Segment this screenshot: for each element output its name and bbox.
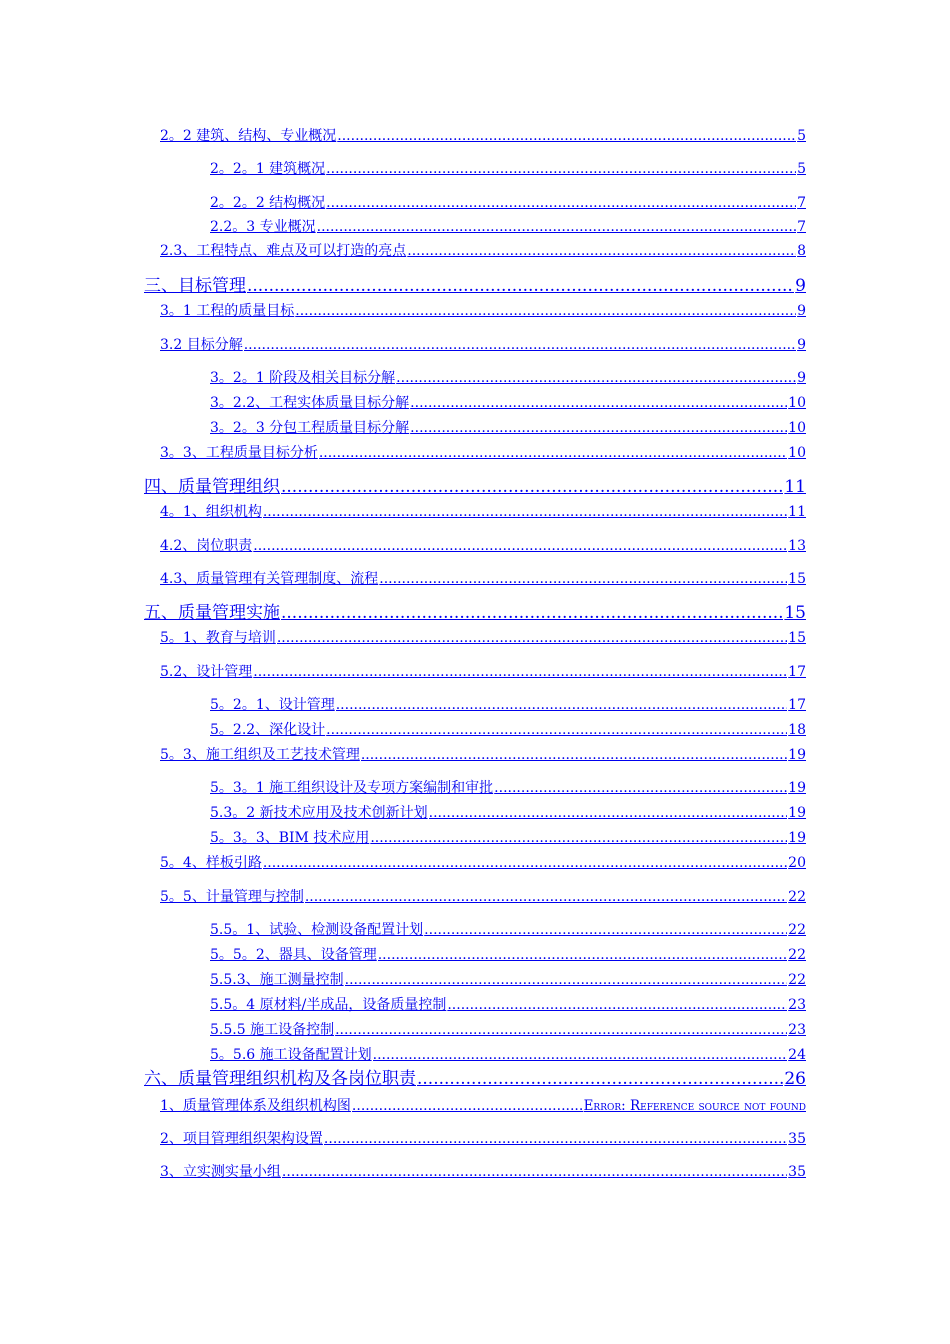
- toc-dot-leader: [410, 395, 787, 411]
- toc-dot-leader: [326, 161, 796, 177]
- toc-entry[interactable]: [210, 395, 806, 411]
- toc-entry-title: 1、质量管理体系及组织机构图: [160, 1098, 351, 1114]
- toc-entry[interactable]: [210, 972, 806, 988]
- toc-entry-title: 3.2 目标分解: [160, 337, 243, 353]
- toc-entry-title: 5。5、计量管理与控制: [160, 889, 304, 905]
- toc-entry[interactable]: [144, 604, 806, 624]
- toc-entry[interactable]: [160, 243, 806, 259]
- toc-entry[interactable]: [210, 195, 806, 211]
- toc-entry-title: 5.3。2 新技术应用及技术创新计划: [210, 805, 428, 821]
- toc-entry-title: 4.3、质量管理有关管理制度、流程: [160, 571, 379, 587]
- toc-page-number: 19: [788, 805, 806, 821]
- toc-entry[interactable]: [160, 1164, 806, 1180]
- toc-entry[interactable]: [160, 445, 806, 461]
- toc-dot-leader: [447, 997, 787, 1013]
- toc-page-number: 10: [788, 395, 806, 411]
- toc-page-number: 15: [784, 603, 806, 623]
- toc-entry[interactable]: [160, 504, 806, 520]
- toc-entry[interactable]: [210, 922, 806, 938]
- toc-entry[interactable]: [144, 277, 806, 297]
- toc-dot-leader: [424, 922, 787, 938]
- toc-page-number: 20: [788, 855, 806, 871]
- toc-page-number: 10: [788, 420, 806, 436]
- toc-entry-title: 5。5。2、器具、设备管理: [210, 947, 377, 963]
- toc-dot-leader: [336, 697, 787, 713]
- toc-entry[interactable]: [210, 997, 806, 1013]
- toc-page-number: 9: [797, 337, 806, 353]
- toc-entry-title: 5。3、施工组织及工艺技术管理: [160, 747, 360, 763]
- toc-page-number: Error: Reference source not found: [583, 1098, 806, 1114]
- toc-page-number: 11: [784, 477, 806, 497]
- toc-entry[interactable]: [210, 370, 806, 386]
- toc-page-number: 17: [788, 664, 806, 680]
- toc-entry-title: 5。3。3、BIM 技术应用: [210, 830, 370, 846]
- toc-page-number: 18: [788, 722, 806, 738]
- toc-entry-title: 3。2。1 阶段及相关目标分解: [210, 370, 396, 386]
- toc-entry[interactable]: [210, 219, 806, 235]
- toc-entry-title: 5.5.3、施工测量控制: [210, 972, 344, 988]
- toc-entry[interactable]: [210, 420, 806, 436]
- toc-entry[interactable]: [160, 571, 806, 587]
- toc-dot-leader: [407, 243, 796, 259]
- toc-entry-title: 2.2。3 专业概况: [210, 219, 316, 235]
- toc-page-number: 19: [788, 830, 806, 846]
- toc-entry-title: 2。2。1 建筑概况: [210, 161, 326, 177]
- toc-entry-title: 5。5.6 施工设备配置计划: [210, 1047, 372, 1063]
- toc-entry-title: 3、立实测实量小组: [160, 1164, 281, 1180]
- toc-entry-title: 3。1 工程的质量目标: [160, 303, 295, 319]
- toc-page-number: 24: [788, 1047, 806, 1063]
- toc-page-number: 19: [788, 780, 806, 796]
- toc-dot-leader: [326, 722, 787, 738]
- toc-entry-title: 5。3。1 施工组织设计及专项方案编制和审批: [210, 780, 494, 796]
- toc-dot-leader: [370, 830, 787, 846]
- toc-dot-leader: [324, 1131, 787, 1147]
- toc-dot-leader: [337, 128, 796, 144]
- toc-dot-leader: [335, 1022, 787, 1038]
- toc-entry[interactable]: [160, 664, 806, 680]
- toc-entry-title: 2。2 建筑、结构、专业概况: [160, 128, 337, 144]
- toc-entry[interactable]: [160, 1131, 806, 1147]
- toc-page-number: 17: [788, 697, 806, 713]
- toc-entry[interactable]: [160, 538, 806, 554]
- toc-dot-leader: [373, 1047, 788, 1063]
- toc-entry[interactable]: [160, 630, 806, 646]
- toc-page-number: 22: [788, 889, 806, 905]
- toc-entry-title: 4。1、组织机构: [160, 504, 262, 520]
- toc-entry[interactable]: [160, 1098, 806, 1115]
- toc-entry-title: 5。1、教育与培训: [160, 630, 276, 646]
- toc-dot-leader: [379, 571, 787, 587]
- toc-entry-title: 四、质量管理组织: [144, 477, 280, 497]
- toc-page-number: 23: [788, 1022, 806, 1038]
- toc-dot-leader: [378, 947, 787, 963]
- toc-entry[interactable]: [210, 161, 806, 177]
- toc-dot-leader: [247, 277, 794, 297]
- toc-entry[interactable]: [160, 337, 806, 353]
- toc-dot-leader: [319, 445, 787, 461]
- toc-dot-leader: [429, 805, 788, 821]
- toc-dot-leader: [263, 504, 787, 520]
- toc-entry-title: 5.5。1、试验、检测设备配置计划: [210, 922, 424, 938]
- toc-page-number: 9: [797, 370, 806, 386]
- toc-page-number: 7: [797, 195, 806, 211]
- toc-page-number: 7: [797, 219, 806, 235]
- toc-dot-leader: [263, 855, 787, 871]
- toc-entry-title: 3。2.2、工程实体质量目标分解: [210, 395, 410, 411]
- toc-page-number: 35: [788, 1164, 806, 1180]
- toc-entry[interactable]: [210, 1047, 806, 1063]
- toc-dot-leader: [295, 303, 796, 319]
- toc-entry[interactable]: [210, 947, 806, 963]
- toc-page-number: 19: [788, 747, 806, 763]
- toc-entry-title: 2。2。2 结构概况: [210, 195, 326, 211]
- toc-entry-title: 3。2。3 分包工程质量目标分解: [210, 420, 410, 436]
- toc-entry[interactable]: [210, 697, 806, 713]
- toc-dot-leader: [244, 337, 796, 353]
- toc-page-number: 13: [788, 538, 806, 554]
- toc-dot-leader: [396, 370, 796, 386]
- toc-dot-leader: [326, 195, 796, 211]
- toc-dot-leader: [345, 972, 788, 988]
- toc-page-number: 15: [788, 571, 806, 587]
- toc-entry-title: 5.5。4 原材料/半成品，设备质量控制: [210, 997, 447, 1013]
- toc-dot-leader: [282, 1164, 787, 1180]
- toc-page-number: 22: [788, 947, 806, 963]
- toc-page-number: 9: [797, 303, 806, 319]
- toc-dot-leader: [305, 889, 787, 905]
- toc-entry[interactable]: [144, 1070, 806, 1090]
- toc-dot-leader: [352, 1098, 583, 1114]
- toc-entry[interactable]: [210, 805, 806, 821]
- toc-page-number: 10: [788, 445, 806, 461]
- toc-dot-leader: [253, 538, 787, 554]
- toc-page-number: 5: [797, 161, 806, 177]
- toc-entry[interactable]: [160, 128, 806, 144]
- toc-dot-leader: [494, 780, 787, 796]
- toc-entry-title: 六、质量管理组织机构及各岗位职责: [144, 1069, 416, 1089]
- toc-entry[interactable]: [160, 747, 806, 763]
- toc-page-number: 35: [788, 1131, 806, 1147]
- toc-dot-leader: [253, 664, 787, 680]
- toc-entry-title: 4.2、岗位职责: [160, 538, 253, 554]
- toc-dot-leader: [361, 747, 787, 763]
- toc-page-number: 15: [788, 630, 806, 646]
- toc-entry[interactable]: [210, 722, 806, 738]
- toc-dot-leader: [277, 630, 787, 646]
- toc-page-number: 11: [788, 504, 806, 520]
- toc-page-number: 23: [788, 997, 806, 1013]
- toc-entry[interactable]: [160, 303, 806, 319]
- toc-entry-title: 2、项目管理组织架构设置: [160, 1131, 323, 1147]
- toc-page-number: 5: [797, 128, 806, 144]
- toc-entry[interactable]: [210, 780, 806, 796]
- toc-entry-title: 三、目标管理: [144, 276, 246, 296]
- toc-entry[interactable]: [210, 1022, 806, 1038]
- toc-entry-title: 2.3、工程特点、难点及可以打造的亮点: [160, 243, 407, 259]
- toc-entry-title: 5.2、设计管理: [160, 664, 253, 680]
- toc-dot-leader: [281, 604, 783, 624]
- toc-entry-title: 5。2。1、设计管理: [210, 697, 335, 713]
- toc-entry-title: 5。2.2、深化设计: [210, 722, 326, 738]
- toc-entry-title: 5。4、样板引路: [160, 855, 262, 871]
- toc-entry-title: 五、质量管理实施: [144, 603, 280, 623]
- toc-page-number: 8: [797, 243, 806, 259]
- toc-page-number: 22: [788, 922, 806, 938]
- toc-dot-leader: [417, 1070, 783, 1090]
- toc-entry[interactable]: [160, 889, 806, 905]
- toc-entry[interactable]: [160, 855, 806, 871]
- toc-dot-leader: [317, 219, 796, 235]
- toc-dot-leader: [281, 478, 783, 498]
- toc-page-number: 26: [784, 1069, 806, 1089]
- toc-page-number: 9: [795, 276, 806, 296]
- toc-page-number: 22: [788, 972, 806, 988]
- toc-dot-leader: [410, 420, 787, 436]
- toc-entry[interactable]: [210, 830, 806, 846]
- toc-entry[interactable]: [144, 478, 806, 498]
- toc-entry-title: 5.5.5 施工设备控制: [210, 1022, 335, 1038]
- toc-entry-title: 3。3、工程质量目标分析: [160, 445, 318, 461]
